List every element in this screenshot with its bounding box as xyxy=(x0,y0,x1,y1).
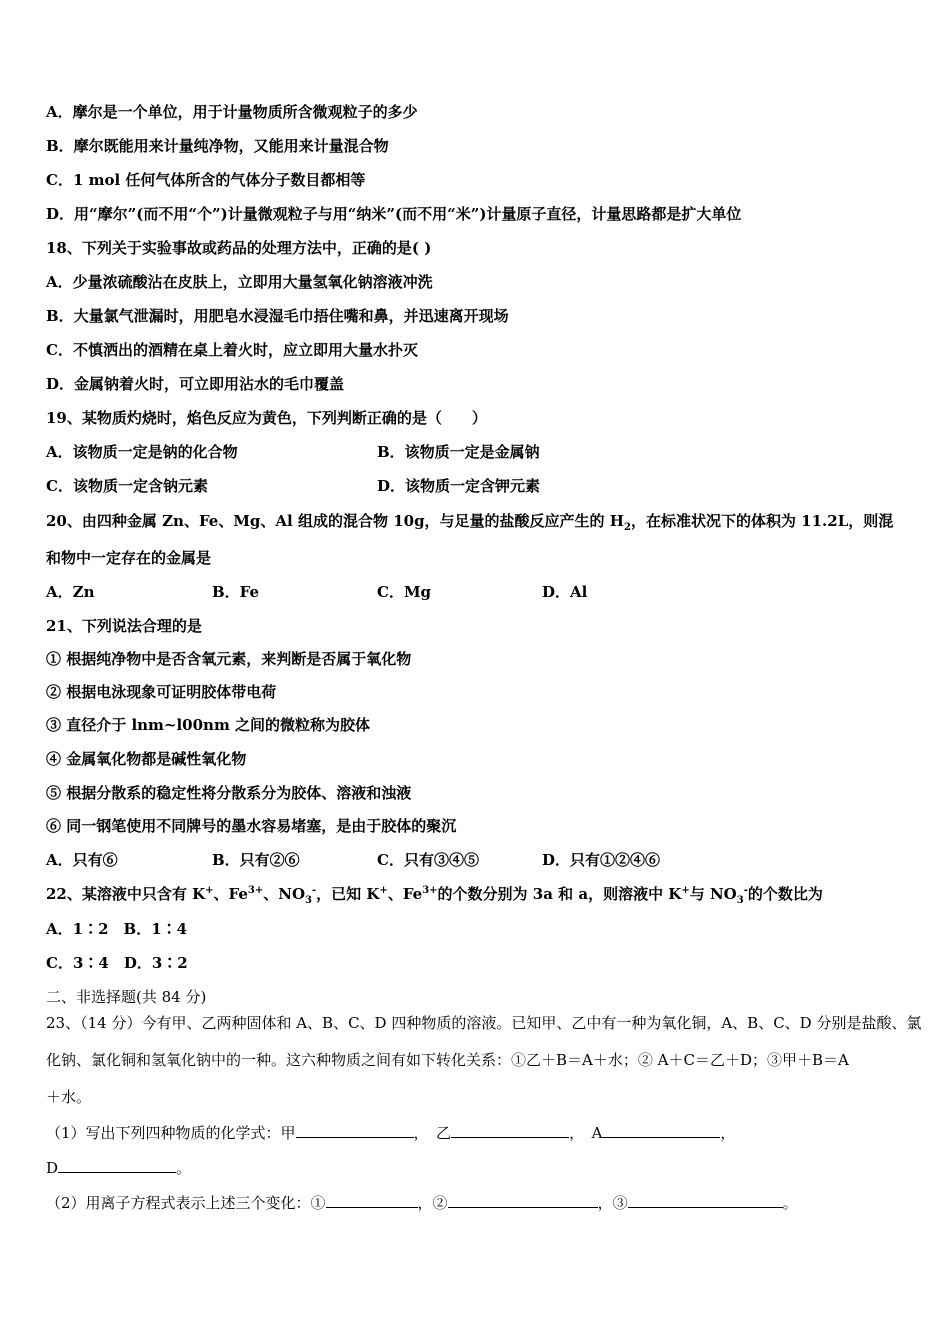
q23-part1-comma: ， xyxy=(720,1124,736,1142)
q20-stem xyxy=(46,511,893,531)
q23-part1-period: 。 xyxy=(176,1159,192,1177)
answer-blank-d[interactable] xyxy=(58,1157,176,1173)
q22-sub-no3: 3 xyxy=(305,895,312,906)
q21-stem: 21、下列说法合理的是 xyxy=(46,617,202,635)
q23-part2-3: ，③ xyxy=(597,1194,628,1212)
q23-part2-period: 。 xyxy=(782,1194,798,1212)
q23-part1-label: （1）写出下列四种物质的化学式：甲 xyxy=(46,1124,296,1142)
q23-part1-d: D xyxy=(46,1159,59,1177)
q21-option-a: A．只有⑥ xyxy=(46,851,118,869)
q22-options-ab: A．1∶2 B．1∶4 xyxy=(46,920,188,938)
q20-option-a: A．Zn xyxy=(46,583,95,601)
q23-part2 xyxy=(46,1192,798,1213)
answer-blank-a[interactable] xyxy=(602,1122,720,1138)
q19-option-c: C．该物质一定含钠元素 xyxy=(46,477,208,495)
q23-part1 xyxy=(46,1122,735,1143)
q21-statement-2: ② 根据电泳现象可证明胶体带电荷 xyxy=(46,683,277,701)
q20-option-c: C．Mg xyxy=(377,583,432,601)
q18-stem: 18、下列关于实验事故或药品的处理方法中，正确的是( ) xyxy=(46,239,432,257)
answer-blank-yi[interactable] xyxy=(451,1122,569,1138)
q23-stem-line1: 23、（14 分）今有甲、乙两种固体和 A、B、C、D 四种物质的溶液。已知甲、乙中有一种为氧化铜，A、B、C、D 分别是盐酸、氯 xyxy=(46,1014,922,1032)
q23-part1-a: ， A xyxy=(569,1124,603,1142)
answer-blank-eq1[interactable] xyxy=(326,1192,418,1208)
q22-sup-k3: + xyxy=(681,885,690,896)
q19-option-b: B．该物质一定是金属钠 xyxy=(377,443,540,461)
q21-statement-6: ⑥ 同一钢笔使用不同牌号的墨水容易堵塞，是由于胶体的聚沉 xyxy=(46,817,457,835)
q22-sup-k2: + xyxy=(379,885,388,896)
q17-option-a: A．摩尔是一个单位，用于计量物质所含微观粒子的多少 xyxy=(46,103,418,121)
q21-statement-3: ③ 直径介于 lnm~l00nm 之间的微粒称为胶体 xyxy=(46,716,371,734)
answer-blank-eq2[interactable] xyxy=(448,1192,598,1208)
q18-option-d: D．金属钠着火时，可立即用沾水的毛巾覆盖 xyxy=(46,375,345,393)
q23-part2-2: ，② xyxy=(417,1194,448,1212)
q22-text-7: 与 NO xyxy=(689,885,737,903)
q20-stem-line2: 和物中一定存在的金属是 xyxy=(46,549,212,567)
q17-option-c: C．1 mol 任何气体所含的气体分子数目都相等 xyxy=(46,171,366,189)
q22-text-8: 的个数比为 xyxy=(747,885,823,903)
q23-stem-line3: ＋水。 xyxy=(46,1088,92,1106)
q17-option-d: D．用“摩尔”(而不用“个”)计量微观粒子与用“纳米”(而不用“米”)计量原子直径，计量思路都是扩大单位 xyxy=(46,205,742,223)
q19-option-a: A．该物质一定是钠的化合物 xyxy=(46,443,238,461)
q17-option-b: B．摩尔既能用来计量纯净物，又能用来计量混合物 xyxy=(46,137,389,155)
q20-subscript: 2 xyxy=(623,522,631,533)
q20-option-b: B．Fe xyxy=(212,583,260,601)
q22-sup-no3: - xyxy=(312,885,317,896)
q20-stem-text-end: ，在标准状况下的体积为 11.2L，则混 xyxy=(630,512,894,530)
q21-statement-1: ① 根据纯净物中是否含氧元素，来判断是否属于氧化物 xyxy=(46,650,412,668)
q22-text-3: 、NO xyxy=(263,885,306,903)
q22-options-cd: C．3∶4 D．3∶2 xyxy=(46,954,188,972)
q19-option-d: D．该物质一定含钾元素 xyxy=(377,477,541,495)
q22-text-2: 、Fe xyxy=(213,885,248,903)
q21-statement-5: ⑤ 根据分散系的稳定性将分散系分为胶体、溶液和浊液 xyxy=(46,784,412,802)
q20-stem-text: 20、由四种金属 Zn、Fe、Mg、Al 组成的混合物 10g，与足量的盐酸反应产生的 H xyxy=(46,512,624,530)
q18-option-b: B．大量氯气泄漏时，用肥皂水浸湿毛巾捂住嘴和鼻，并迅速离开现场 xyxy=(46,307,509,325)
q19-stem: 19、某物质灼烧时，焰色反应为黄色，下列判断正确的是（ ） xyxy=(46,409,487,427)
q21-statement-4: ④ 金属氧化物都是碱性氧化物 xyxy=(46,750,247,768)
answer-blank-jia[interactable] xyxy=(296,1122,414,1138)
q23-part1-yi: ， 乙 xyxy=(413,1124,452,1142)
q23-part2-label: （2）用离子方程式表示上述三个变化：① xyxy=(46,1194,326,1212)
q22-stem xyxy=(46,884,823,904)
q22-text-6: 的个数分别为 3a 和 a，则溶液中 K xyxy=(437,885,682,903)
q22-sup-k: + xyxy=(205,885,214,896)
section-title: 二、非选择题(共 84 分) xyxy=(46,988,207,1006)
q22-text-5: 、Fe xyxy=(387,885,423,903)
q21-option-b: B．只有②⑥ xyxy=(212,851,300,869)
q23-part1-line2 xyxy=(46,1157,191,1178)
q22-sup-no3-2: - xyxy=(743,885,748,896)
q18-option-c: C．不慎洒出的酒精在桌上着火时，应立即用大量水扑灭 xyxy=(46,341,418,359)
q22-sup-fe2: 3+ xyxy=(422,885,438,896)
q21-option-c: C．只有③④⑤ xyxy=(377,851,479,869)
q23-stem-line2: 化钠、氯化铜和氢氧化钠中的一种。这六种物质之间有如下转化关系：①乙＋B＝A＋水；② A＋C＝乙＋D；③甲＋B＝A xyxy=(46,1051,849,1069)
answer-blank-eq3[interactable] xyxy=(628,1192,783,1208)
q22-sub-no3-2: 3 xyxy=(736,895,744,906)
q18-option-a: A．少量浓硫酸沾在皮肤上，立即用大量氢氧化钠溶液冲洗 xyxy=(46,273,433,291)
q22-text-4: ，已知 K xyxy=(316,885,380,903)
q20-option-d: D．Al xyxy=(542,583,588,601)
q21-option-d: D．只有①②④⑥ xyxy=(542,851,661,869)
q22-sup-fe: 3+ xyxy=(247,885,264,896)
q22-text-1: 22、某溶液中只含有 K xyxy=(46,885,206,903)
